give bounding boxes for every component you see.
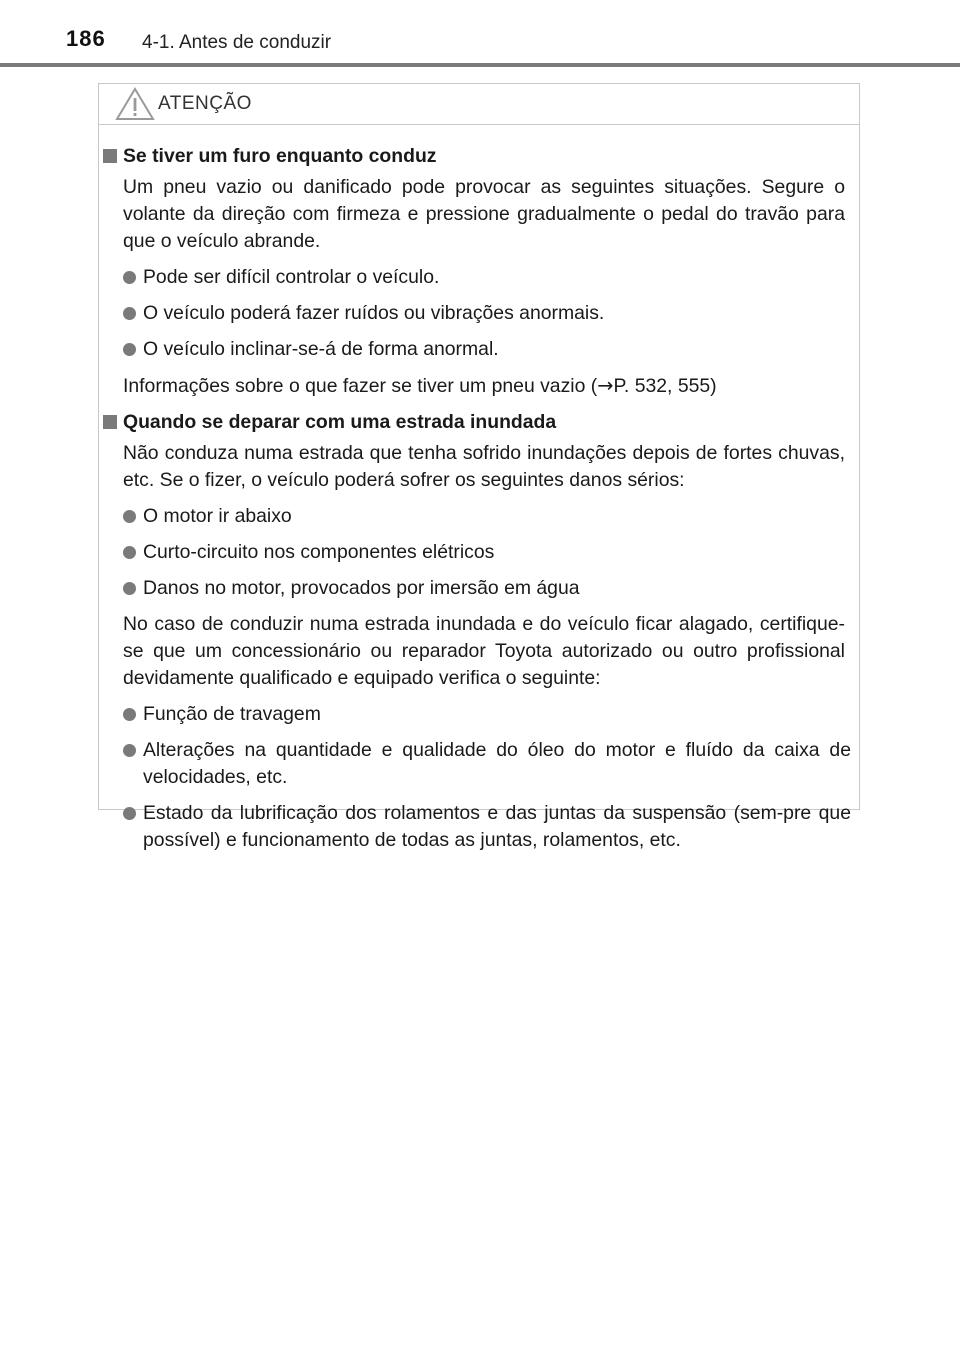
- warning-body: [99, 125, 859, 863]
- warning-box: [98, 83, 860, 851]
- warning-label: ATENÇÃO: [158, 93, 252, 114]
- header-rule: [0, 63, 960, 67]
- list-item: [99, 575, 859, 602]
- list-item-text: Função de travagem: [143, 703, 321, 725]
- list-item-text: Estado da lubrificação dos rolamentos e das juntas da suspensão (sem-pre que possível) e funcionamento de todas as juntas, rolamentos, etc.: [143, 802, 851, 851]
- page-number: 186: [66, 26, 106, 51]
- section-title: 4-1. Antes de conduzir: [142, 32, 332, 53]
- topic-heading-flooded-road: [99, 409, 859, 436]
- topic-title: Se tiver um furo enquanto conduz: [123, 145, 437, 167]
- topic-title: Quando se deparar com uma estrada inundada: [123, 411, 557, 433]
- list-item: [99, 336, 859, 363]
- list-item-text: Pode ser difícil controlar o veículo.: [143, 266, 440, 288]
- circle-bullet-icon: [123, 708, 136, 721]
- list-item-text: O veículo inclinar-se-á de forma anormal.: [143, 338, 499, 360]
- circle-bullet-icon: [123, 307, 136, 320]
- paragraph: No caso de conduzir numa estrada inundada e do veículo ficar alagado, certifique-se que um concessionário ou reparador Toyota autorizado ou outro profissional devidamente qualificado e equipado verifica o seguinte:: [123, 613, 845, 689]
- arrow-right-icon: →: [597, 374, 614, 397]
- list-item: [99, 800, 859, 854]
- square-bullet-icon: [103, 415, 117, 429]
- list-item: [99, 701, 859, 728]
- list-item-text: Alterações na quantidade e qualidade do óleo do motor e fluído da caixa de velocidades, etc.: [143, 739, 851, 788]
- list-item: [99, 300, 859, 327]
- list-item-text: O veículo poderá fazer ruídos ou vibrações anormais.: [143, 302, 605, 324]
- square-bullet-icon: [103, 149, 117, 163]
- list-item-text: Curto-circuito nos componentes elétricos: [143, 541, 495, 563]
- circle-bullet-icon: [123, 546, 136, 559]
- note-text: Informações sobre o que fazer se tiver um pneu vazio (: [123, 375, 598, 397]
- page-reference-link: P. 532, 555): [613, 375, 717, 397]
- list-item-text: O motor ir abaixo: [143, 505, 292, 527]
- list-item-text: Danos no motor, provocados por imersão em água: [143, 577, 580, 599]
- list-item: [99, 503, 859, 530]
- list-item: [99, 737, 859, 791]
- paragraph: Não conduza numa estrada que tenha sofrido inundações depois de fortes chuvas, etc. Se o fizer, o veículo poderá sofrer os seguintes danos sérios:: [123, 442, 845, 491]
- list-item: [99, 539, 859, 566]
- page-header: [0, 0, 960, 66]
- circle-bullet-icon: [123, 807, 136, 820]
- circle-bullet-icon: [123, 582, 136, 595]
- page-reference-note: [99, 372, 859, 400]
- circle-bullet-icon: [123, 271, 136, 284]
- circle-bullet-icon: [123, 510, 136, 523]
- topic-heading-flat-tire: [99, 143, 859, 170]
- paragraph: Um pneu vazio ou danificado pode provocar as seguintes situações. Segure o volante da direção com firmeza e pressione gradualmente o pedal do travão para que o veículo abrande.: [123, 176, 845, 252]
- circle-bullet-icon: [123, 343, 136, 356]
- list-item: [99, 264, 859, 291]
- circle-bullet-icon: [123, 744, 136, 757]
- warning-triangle-icon: [115, 87, 155, 121]
- warning-header: [99, 84, 859, 125]
